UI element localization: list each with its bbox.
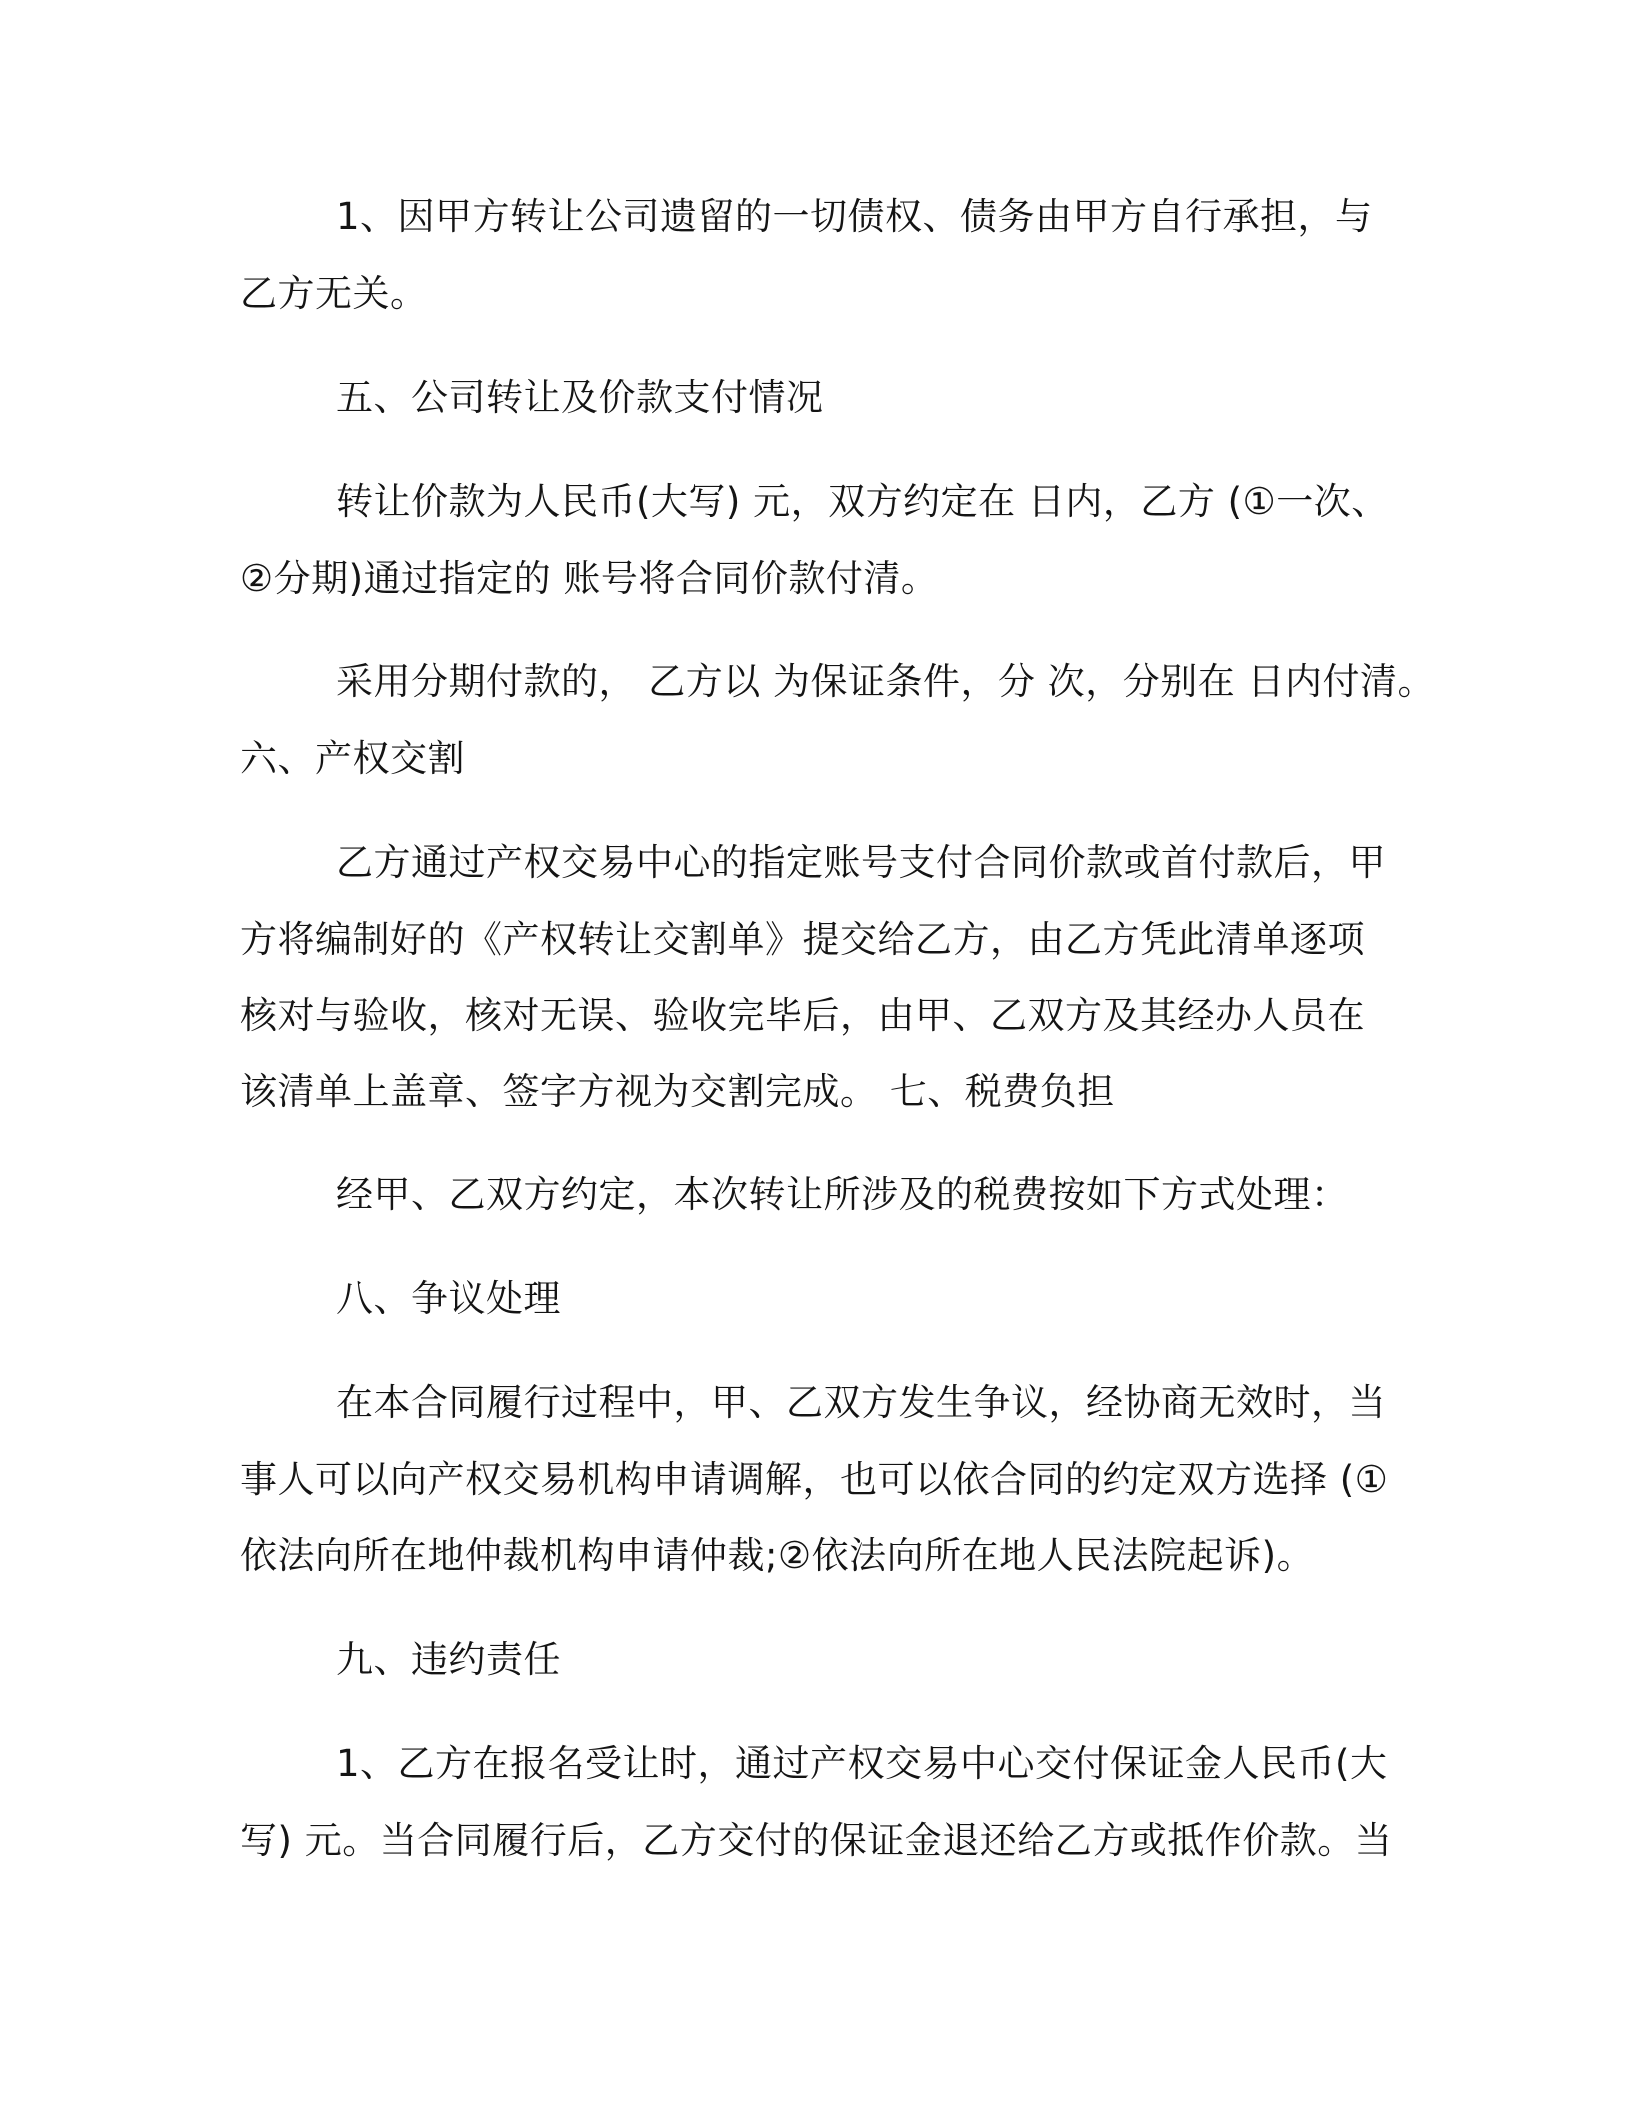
text-line: 事人可以向产权交易机构申请调解，也可以依合同的约定双方选择 (① <box>240 1458 1389 1501</box>
text-line: 乙方通过产权交易中心的指定账号支付合同价款或首付款后，甲 <box>336 841 1386 884</box>
text-line: 写) 元。当合同履行后，乙方交付的保证金退还给乙方或抵作价款。当 <box>240 1819 1393 1862</box>
text-line: 依法向所在地仲裁机构申请仲裁;②依法向所在地人民法院起诉)。 <box>240 1534 1315 1577</box>
section-heading: 五、公司转让及价款支付情况 <box>336 376 824 419</box>
text-line: 方将编制好的《产权转让交割单》提交给乙方，由乙方凭此清单逐项 <box>240 918 1365 961</box>
text-line: 经甲、乙双方约定，本次转让所涉及的税费按如下方式处理： <box>336 1173 1349 1216</box>
text-line: 采用分期付款的， 乙方以 为保证条件，分 次，分别在 日内付清。 <box>336 660 1436 703</box>
section-heading: 六、产权交割 <box>240 737 465 780</box>
section-heading: 八、争议处理 <box>336 1277 561 1320</box>
text-line: ②分期)通过指定的 账号将合同价款付清。 <box>240 557 939 600</box>
text-line: 1、因甲方转让公司遗留的一切债权、债务由甲方自行承担，与 <box>336 195 1373 238</box>
text-line: 在本合同履行过程中，甲、乙双方发生争议，经协商无效时，当 <box>336 1381 1386 1424</box>
text-line: 该清单上盖章、签字方视为交割完成。 七、税费负担 <box>240 1070 1115 1113</box>
section-heading: 九、违约责任 <box>336 1638 561 1681</box>
text-line: 乙方无关。 <box>240 272 428 315</box>
text-line: 核对与验收，核对无误、验收完毕后，由甲、乙双方及其经办人员在 <box>240 994 1365 1037</box>
text-line: 1、乙方在报名受让时，通过产权交易中心交付保证金人民币(大 <box>336 1742 1388 1785</box>
text-line: 转让价款为人民币(大写) 元，双方约定在 日内，乙方 (①一次、 <box>336 480 1389 523</box>
